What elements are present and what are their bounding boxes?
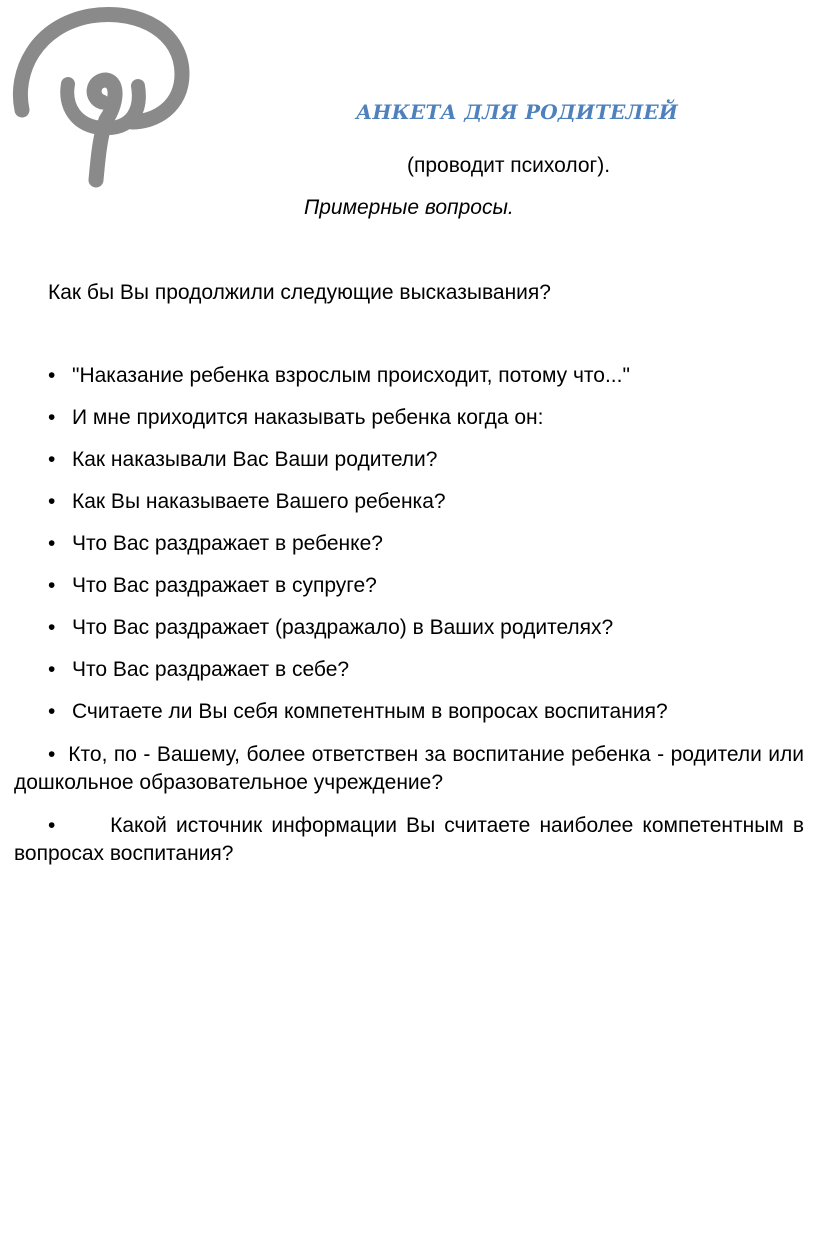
list-item (48, 698, 768, 740)
question-text: Считаете ли Вы себя компетентным в вопросах воспитания? (72, 700, 668, 723)
list-item (48, 404, 768, 446)
question-text: Кто, по - Вашему, более ответствен за воспитание ребенка - родители или дошкольное образовательное учреждение? (14, 743, 805, 794)
bullet: • (48, 743, 56, 766)
question-text: Какой источник информации Вы считаете наиболее компетентным в вопросах воспитания? (14, 814, 804, 865)
list-item (48, 362, 768, 404)
list-item (48, 614, 768, 656)
bullet: • (48, 364, 56, 387)
bullet: • (48, 448, 56, 471)
question-text: Как наказывали Вас Ваши родители? (72, 448, 438, 471)
question-text: Что Вас раздражает в себе? (72, 658, 350, 681)
list-item (48, 572, 768, 614)
bullet: • (48, 490, 56, 513)
bullet: • (48, 532, 56, 555)
intro-text: Как бы Вы продолжили следующие высказывания? (48, 281, 551, 304)
question-text: Что Вас раздражает (раздражало) в Ваших родителях? (72, 616, 614, 639)
list-item (48, 656, 768, 698)
bullet: • (48, 658, 56, 681)
document-subtitle: (проводит психолог). (407, 154, 611, 177)
list-item (48, 530, 768, 572)
list-item (48, 446, 768, 488)
document-subtitle-sample: Примерные вопросы. (304, 196, 514, 219)
question-text: "Наказание ребенка взрослым происходит, потому что..." (72, 364, 630, 387)
question-list (48, 362, 768, 740)
bullet: • (48, 616, 56, 639)
list-item-long (14, 812, 804, 868)
psi-logo-icon (10, 6, 190, 188)
bullet: • (48, 814, 56, 837)
bullet: • (48, 406, 56, 429)
question-text: Что Вас раздражает в супруге? (72, 574, 377, 597)
bullet: • (48, 700, 56, 723)
question-text: Что Вас раздражает в ребенке? (72, 532, 383, 555)
question-text: И мне приходится наказывать ребенка когда он: (72, 406, 544, 429)
list-item (48, 488, 768, 530)
question-text: Как Вы наказываете Вашего ребенка? (72, 490, 446, 513)
document-title: АНКЕТА ДЛЯ РОДИТЕЛЕЙ (356, 100, 678, 124)
list-item-long (14, 741, 804, 797)
bullet: • (48, 574, 56, 597)
